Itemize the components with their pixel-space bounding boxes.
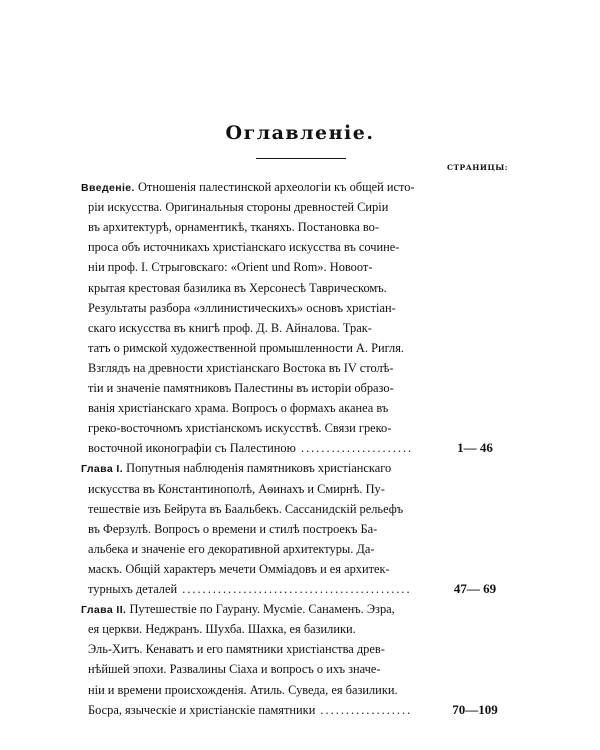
toc-entry-line	[88, 479, 385, 499]
entry-text: тешествіе изъ Бейрута въ Баальбекъ. Сассанидскій рельефъ	[88, 501, 404, 516]
entry-text: въ Ферзулѣ. Вопросъ о времени и стилѣ построекъ Ба-	[88, 521, 378, 536]
toc-entry-line	[88, 438, 413, 458]
entry-text: искусства въ Константинополѣ, Аѳинахъ и Смирнѣ. Пу-	[88, 481, 385, 496]
toc-entry-line	[88, 338, 404, 358]
entry-text: греко-восточномъ христіанскомъ искусствѣ. Связи греко-	[88, 421, 392, 436]
toc-entry-line	[88, 579, 412, 599]
entry-text: ніи и времени происхожденія. Атиль. Суведа, ея базилики.	[88, 682, 398, 697]
title-rule	[256, 158, 346, 159]
toc-entry-line	[88, 358, 394, 378]
page-range: 70—109	[452, 701, 498, 717]
page-range: 47— 69	[453, 581, 497, 596]
leader-dots: .............................................	[177, 582, 412, 596]
entry-text: маскъ. Общій характеръ мечети Оммiадовъ и ея архитек-	[88, 561, 390, 576]
toc-entry-line	[88, 318, 372, 338]
toc-entry-line	[88, 539, 374, 559]
page-title: Оглавленіе.	[225, 122, 375, 144]
toc-entry-line	[88, 197, 388, 217]
entry-text: турныхъ деталей	[88, 582, 178, 596]
leader-dots: ..................	[315, 702, 413, 717]
entry-text: Результаты разбора «эллинистическихъ» основъ христіан-	[88, 300, 396, 315]
entry-text: скаго искусства въ книгѣ проф. Д. В. Айналова. Трак-	[88, 320, 372, 335]
toc-entry-line	[88, 659, 380, 679]
entry-text: проса объ источникахъ христіанскаго искусства въ сочине-	[88, 240, 400, 255]
toc-entry-line	[88, 237, 399, 257]
toc-entry-line	[88, 559, 390, 579]
toc-entry-line	[88, 700, 412, 720]
entry-text: Попутныя наблюденія памятниковъ христіанскаго	[126, 461, 392, 476]
entry-text: крытая крестовая базилика въ Херсонесѣ Таврическомъ.	[88, 280, 387, 295]
entry-heading: Введеніе.	[81, 182, 135, 194]
page-range: 1— 46	[457, 440, 493, 456]
entry-text: Путешествіе по Гаурану. Мусміе. Санаменъ. Эзра,	[129, 602, 395, 617]
toc-entry-line	[88, 298, 396, 318]
entry-text: ея церкви. Неджранъ. Шухба. Шахка, ея базилики.	[88, 622, 356, 637]
toc-entry-line	[88, 378, 394, 398]
entry-text: татъ о римской художественной промышленности А. Ригля.	[88, 340, 405, 355]
toc-entry-line	[88, 217, 379, 237]
entry-heading: Глава II.	[81, 604, 127, 617]
toc-entry-line	[88, 680, 398, 700]
entry-text: Отношенія палестинской археологіи къ общей исто-	[137, 180, 415, 194]
toc-entry-line	[88, 619, 356, 639]
entry-text: тіи и значеніе памятниковъ Палестины въ исторіи образо-	[88, 381, 394, 395]
entry-text: альбека и значеніе его декоративной архитектуры. Да-	[88, 541, 375, 556]
entry-text: ніи проф. І. Стрыговскаго: «Orient und Rom». Новоот-	[88, 260, 373, 275]
toc-entry-line	[88, 278, 387, 298]
entry-text: ванія христіанскаго храма. Вопросъ о формахъ аканеа въ	[88, 401, 389, 416]
toc-entry-line	[88, 519, 377, 539]
entry-text: нѣйшей эпохи. Развалины Сіаха и вопросъ о ихъ значе-	[88, 662, 381, 677]
toc-entry-line	[81, 599, 395, 619]
leader-dots: ......................	[295, 441, 414, 456]
toc-entry-line	[88, 499, 403, 519]
pages-column-label: СТРАНИЦЫ:	[447, 163, 508, 172]
entry-text: ріи искусства. Оригинальныя стороны древностей Сиріи	[88, 200, 389, 215]
toc-entry-line	[88, 639, 385, 659]
entry-text: въ архитектурѣ, орнаментикѣ, тканяхъ. Постановка во-	[88, 220, 379, 235]
entry-text: Босра, языческіе и христіанскіе памятники	[88, 702, 316, 717]
entry-text: Эль-Хитъ. Кенаватъ и его памятники христіанства древ-	[88, 642, 385, 657]
entry-text: восточной иконографіи съ Палестиною	[88, 441, 296, 456]
toc-entry-line	[81, 458, 391, 478]
entry-text: Взглядъ на древности христіанскаго Востока въ IV столѣ-	[88, 360, 394, 375]
toc-entry-line	[88, 257, 372, 277]
toc-entry-line	[88, 418, 391, 438]
entry-heading: Глава I.	[81, 463, 124, 476]
toc-entry-line	[88, 398, 388, 418]
toc-entry-line	[81, 177, 415, 197]
